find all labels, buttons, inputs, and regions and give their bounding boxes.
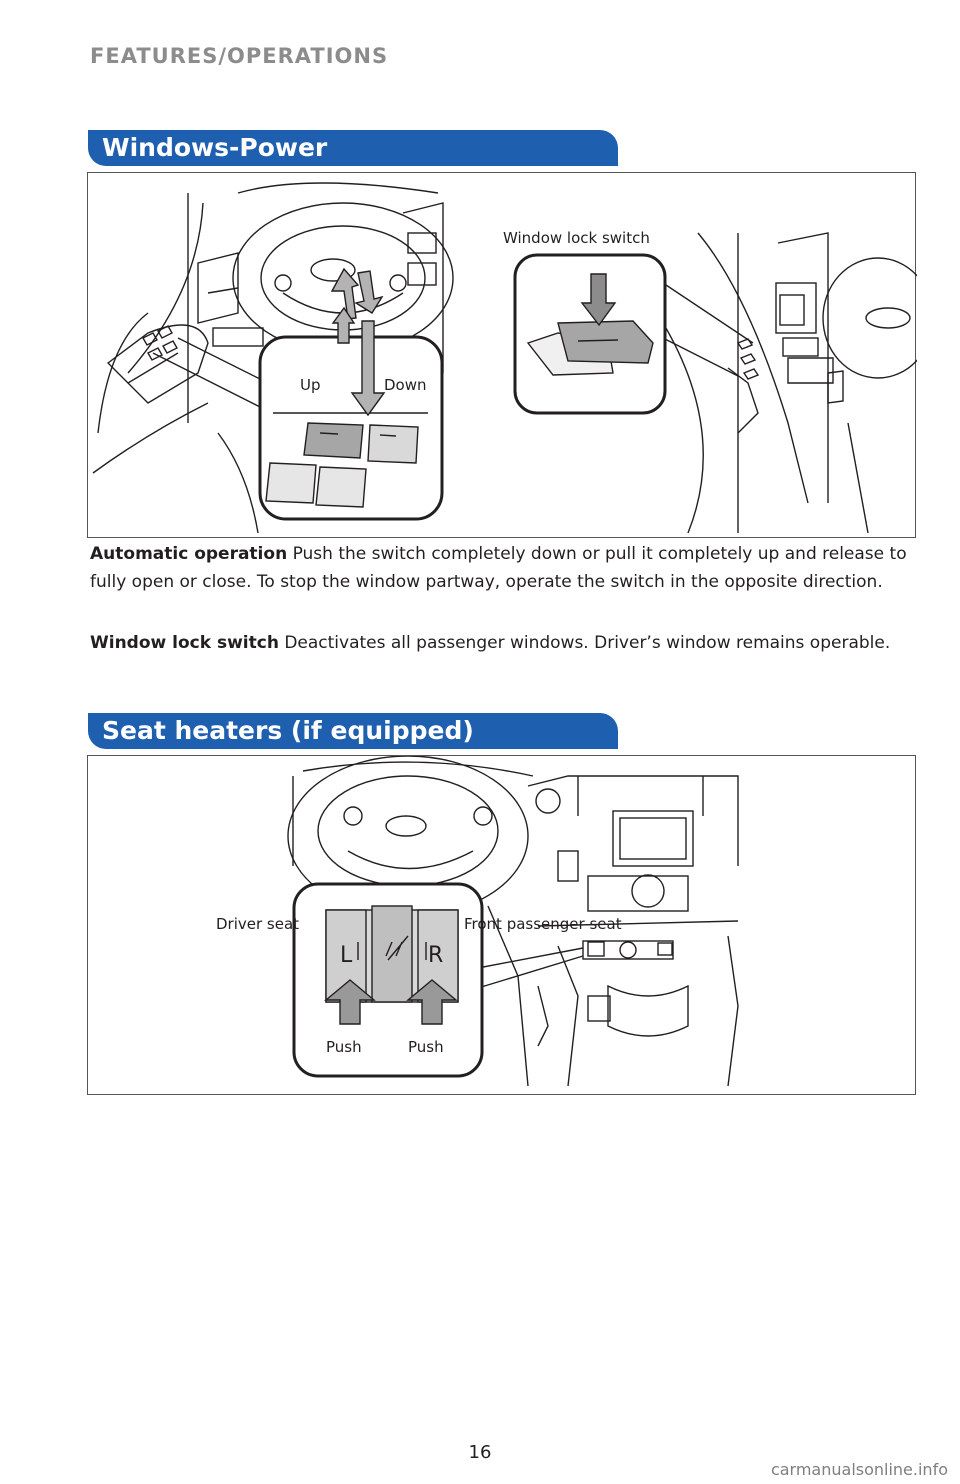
page-number: 16 xyxy=(468,1442,492,1463)
windows-illustration xyxy=(88,173,917,539)
watermark: carmanualsonline.info xyxy=(770,1460,948,1479)
section-label: FEATURES/OPERATIONS xyxy=(90,44,389,68)
switch-right-label: R xyxy=(428,943,444,968)
switch-left-label: L xyxy=(340,943,353,968)
windows-figure xyxy=(87,172,916,538)
window-lock-switch-label: Window lock switch xyxy=(503,229,650,247)
front-passenger-seat-label: Front passenger seat xyxy=(464,915,622,933)
push-left-label: Push xyxy=(326,1038,362,1056)
seat-heaters-figure xyxy=(87,755,916,1095)
automatic-operation-paragraph xyxy=(90,540,910,596)
automatic-operation-term: Automatic operation xyxy=(90,544,288,564)
window-lock-text: Deactivates all passenger windows. Driver’s window remains operable. xyxy=(278,633,891,653)
driver-seat-label: Driver seat xyxy=(216,915,300,933)
automatic-operation-text: Push the switch completely down or pull it completely up and release to fully open or close. To stop the window partway, operate the switch in the opposite direction. xyxy=(90,544,907,592)
seat-heaters-heading: Seat heaters (if equipped) xyxy=(88,713,618,749)
seat-heaters-illustration xyxy=(88,756,917,1096)
up-label: Up xyxy=(300,376,321,394)
down-label: Down xyxy=(384,376,427,394)
window-lock-paragraph xyxy=(90,632,910,654)
push-right-label: Push xyxy=(408,1038,444,1056)
window-lock-term: Window lock switch xyxy=(90,633,279,653)
windows-power-heading: Windows-Power xyxy=(88,130,618,166)
